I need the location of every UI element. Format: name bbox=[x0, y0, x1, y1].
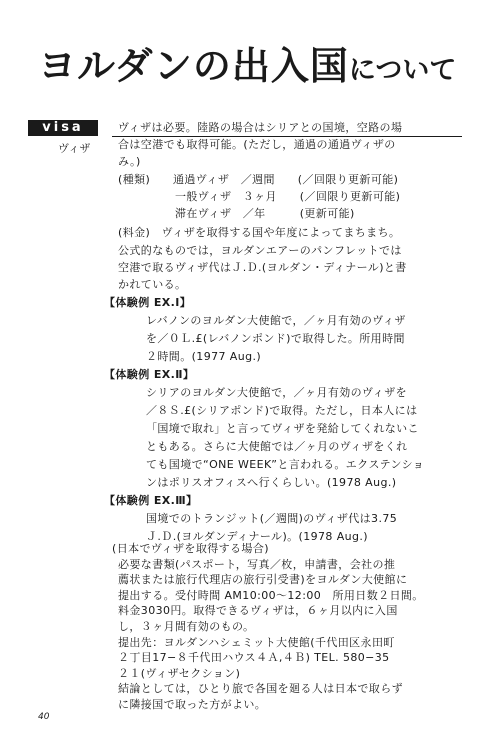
text-line: (種類) 通過ヴィザ ／週間 (／回限り更新可能) bbox=[118, 173, 399, 186]
text-line: ／８Ｓ.£(シリアポンド)で取得。ただし，日本人には bbox=[146, 404, 418, 417]
text-line: 提出先：ヨルダンハシェミット大使館(千代田区永田町 bbox=[118, 635, 395, 649]
text-line: 一般ヴィザ ３ヶ月 (／回限り更新可能) bbox=[118, 190, 401, 203]
text-line: し，３ヶ月間有効のもの。 bbox=[118, 620, 255, 633]
text-line: ヴィザは必要。陸路の場合はシリアとの国境，空路の場 bbox=[118, 121, 403, 134]
text-line: ともある。さらに大使館では／ヶ月のヴィザをくれ bbox=[146, 440, 408, 453]
text-line: 合は空港でも取得可能。(ただし，通過の通過ヴィザの bbox=[118, 138, 396, 151]
text-line: ２１(ヴィザセクション) bbox=[118, 666, 241, 680]
text-line: み。) bbox=[118, 155, 141, 168]
text-line: ンはポリスオフィスへ行くらしい。(1978 Aug.) bbox=[146, 476, 397, 489]
text-line: Ｊ.Ｄ.(ヨルダンディナール)。(1978 Aug.) bbox=[146, 530, 368, 543]
text-line: かれている。 bbox=[118, 278, 187, 291]
experience-heading-1: 【体験例 EX.Ⅰ】 bbox=[104, 296, 192, 309]
experience-heading-3: 【体験例 EX.Ⅲ】 bbox=[104, 494, 198, 507]
text-line: レバノンのヨルダン大使館で，／ヶ月有効のヴィザ bbox=[146, 314, 406, 327]
visa-label: visa bbox=[28, 120, 98, 136]
text-line: 料金3030円。取得できるヴィザは，６ヶ月以内に入国 bbox=[118, 604, 398, 618]
text-line: に隣接国で取った方がよい。 bbox=[118, 698, 267, 711]
text-line: (料金) ヴィザを取得する国や年度によってまちまち。 bbox=[118, 226, 401, 239]
experience-heading-2: 【体験例 EX.Ⅱ】 bbox=[104, 368, 195, 381]
page-number: 40 bbox=[38, 712, 50, 722]
text-line: 結論としては，ひとり旅で各国を廻る人は日本で取らず bbox=[118, 682, 403, 696]
subsection-heading: (日本でヴィザを取得する場合) bbox=[112, 542, 269, 555]
text-line: 「国境で取れ」と言ってヴィザを発給してくれないこ bbox=[146, 422, 419, 435]
text-line: 公式的なものでは，ヨルダンエアーのパンフレットでは bbox=[118, 244, 402, 257]
visa-kana-label: ヴィザ bbox=[58, 142, 91, 155]
text-line: 空港で取るヴィザ代はＪ.Ｄ.(ヨルダン・ディナール)と書 bbox=[118, 261, 407, 274]
title-main: ヨルダンの出入国 bbox=[38, 44, 349, 88]
text-line: を／０Ｌ.£(レバノンポンド)で取得した。所用時間 bbox=[146, 332, 405, 345]
text-line: ２時間。(1977 Aug.) bbox=[146, 350, 262, 363]
text-line: 必要な書類(パスポート，写真／枚，申請書，会社の推 bbox=[118, 557, 396, 571]
text-line: 薦状または旅行代理店の旅行引受書)をヨルダン大使館に bbox=[118, 573, 408, 587]
title-tail: について bbox=[348, 55, 457, 86]
text-line: シリアのヨルダン大使館で，／ヶ月有効のヴィザを bbox=[146, 386, 407, 399]
text-line: 国境でのトランジット(／週間)のヴィザ代は3.75 bbox=[146, 512, 398, 525]
text-line: 滞在ヴィザ ／年 (更新可能) bbox=[118, 207, 355, 220]
page-title bbox=[38, 40, 478, 97]
text-line: 提出する。受付時間 AM10:00〜12:00 所用日数２日間。 bbox=[118, 588, 424, 602]
text-line: ても国境で“ONE WEEK”と言われる。エクステンショ bbox=[146, 458, 425, 471]
text-line: ２丁目17−８千代田ハウス４Ａ,４Ｂ) TEL. 580−35 bbox=[118, 651, 390, 665]
